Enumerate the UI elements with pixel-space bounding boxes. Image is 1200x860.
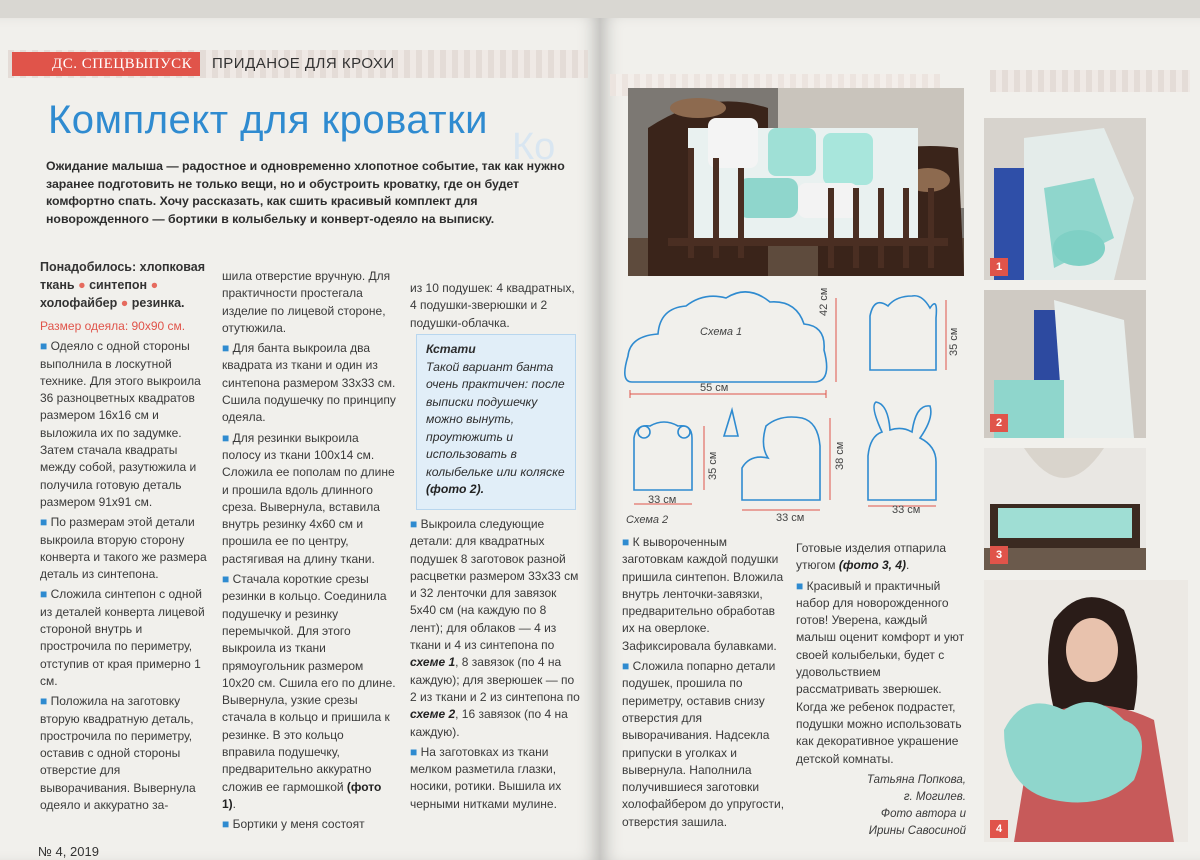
kstati-text: Такой вариант банта очень практичен: после выписки подушечку можно вынуть, проутюжить и использовать в колыбельке или коляске <box>426 359 565 479</box>
square-bullet-icon: ■ <box>410 744 421 759</box>
paragraph: ■ Стачала короткие срезы резинки в кольцо. Соединила подушечку и резинку перемычкой. Для этого выкроила из ткани прямоугольник размером 10х20 см. Сшила его по длине. Вывернула, узкие срезы стачала в кольцо и пришила к резинке. В это кольцо вправила подушечку, предварительно аккуратно сложив ее гармошкой (фото 1). <box>222 572 396 811</box>
scheme-1-width: 55 см <box>700 382 729 394</box>
square-bullet-icon: ■ <box>222 817 233 832</box>
paragraph: Готовые изделия отпарила утюгом (фото 3, 4). <box>796 541 947 573</box>
paragraph: ■ Положила на заготовку вторую квадратную деталь, прострочила по периметру, оставив с одной стороны отверстие для выворачивания. Вывернула одеяло и аккуратно за- <box>40 694 196 813</box>
square-bullet-icon: ■ <box>622 659 633 674</box>
text-column-3-top <box>410 280 580 335</box>
text-column-3 <box>410 516 580 816</box>
subsection-label: ПРИДАНОЕ ДЛЯ КРОХИ <box>212 55 395 72</box>
section-label: ДС. СПЕЦВЫПУСК <box>12 52 200 76</box>
paragraph: ■ Сложила синтепон с одной из деталей конверта лицевой стороной внутрь и прострочила по периметру, отступив от края примерно 1 см. <box>40 587 205 688</box>
bear-width: 33 см <box>648 494 677 506</box>
bullet-dot-icon: ● <box>150 278 159 292</box>
unicorn-pattern <box>742 417 820 500</box>
photo-4-author <box>984 580 1188 842</box>
photo-2-envelope <box>984 290 1146 438</box>
photo-1-envelope <box>984 118 1146 280</box>
article-title: Комплект для кроватки <box>48 98 488 142</box>
article-intro: Ожидание малыша — радостное и одновременно хлопотное событие, так как нужно заранее подготовить не только вещи, но и обустроить кроватку, где он будет комфортно спать. Хочу рассказать, как сшить красивый комплект для новорожденного — бортики в колыбельку и конверт-одеяло на выписку. <box>46 159 565 226</box>
square-bullet-icon: ■ <box>622 535 633 549</box>
bear-height: 35 см <box>707 451 719 480</box>
paragraph: ■ К вывороченным заготовкам каждой подушки пришила синтепон. Вложила внутрь ленточки-завязки, предварительно обработав их на оверлоке. Зафиксировала булавками. <box>622 535 784 653</box>
bullet-dot-icon: ● <box>120 296 129 310</box>
square-bullet-icon: ■ <box>222 430 233 445</box>
scheme-2-label: Схема 2 <box>626 514 669 526</box>
crib-illustration <box>628 88 964 276</box>
kstati-photo-ref: (фото 2). <box>426 482 485 496</box>
paragraph: ■ Для резинки выкроила полосу из ткани 100х14 см. Сложила ее пополам по длине и прошила вдоль длинного среза. Вывернула, вставила внутрь резинку 4х60 см и прошила ее по центру, растягивая на длину ткани. <box>222 430 395 566</box>
paragraph: шила отверстие вручную. Для практичности простегала изделие по лицевой стороне, отутюжила. <box>222 269 391 335</box>
paragraph: ■ Одеяло с одной стороны выполнила в лоскутной технике. Для этого выкроила 36 разноцветных квадратов размером 16х16 см и выложила их по задумке. Затем стачала квадраты между собой, разутюжила и получила готовую деталь размером 91х91 см. <box>40 339 201 509</box>
scheme-1-height: 42 см <box>818 287 830 316</box>
header-band-right-2 <box>990 70 1190 92</box>
square-bullet-icon: ■ <box>40 515 51 530</box>
issue-number: № 4, 2019 <box>38 844 99 859</box>
cat-height: 35 см <box>948 327 960 356</box>
paragraph: из 10 подушек: 4 квадратных, 4 подушки-зверюшки и 2 подушки-облачка. <box>410 281 575 330</box>
crib-small-illustration <box>984 448 1146 570</box>
square-bullet-icon: ■ <box>222 572 233 587</box>
photo-3-crib <box>984 448 1146 570</box>
credits: Татьяна Попкова, г. Могилев. Фото автора и Ирины Савосиной <box>866 773 966 837</box>
ghost-title: Ко <box>512 126 556 168</box>
scheme-1-label: Схема 1 <box>700 326 743 338</box>
cat-pattern <box>870 296 936 370</box>
author-illustration <box>984 580 1188 842</box>
paragraph: ■ Бортики у меня состоят <box>222 817 365 832</box>
photo-badge-4: 4 <box>990 820 1008 838</box>
square-bullet-icon: ■ <box>40 694 51 709</box>
envelope-bow-illustration <box>984 290 1146 438</box>
blanket-size: Размер одеяла: 90х90 см. <box>40 319 186 333</box>
bunny-pattern <box>868 402 936 500</box>
square-bullet-icon: ■ <box>410 517 421 531</box>
photo-badge-3: 3 <box>990 546 1008 564</box>
left-page <box>0 18 600 860</box>
square-bullet-icon: ■ <box>222 341 233 356</box>
text-column-2 <box>222 268 398 837</box>
horn-pattern <box>724 410 738 436</box>
crib-photo <box>628 88 964 276</box>
photo-badge-1: 1 <box>990 258 1008 276</box>
text-column-5 <box>796 540 966 840</box>
square-bullet-icon: ■ <box>40 587 51 602</box>
materials-list: Понадобилось: хлопковая ткань ● синтепон ● холофайбер ● резинка. <box>40 260 206 310</box>
photo-badge-2: 2 <box>990 414 1008 432</box>
paragraph: ■ Выкроила следующие детали: для квадратных подушек 8 заготовок разной расцветки размером 33х33 см и 32 ленточки для завязок 5х40 см (на каждую по 8 лент); для облаков — 4 из ткани и 4 из синтепона по схеме 1, 8 завязок (по 4 на каждую); для зверюшек — по 2 из ткани и 2 из синтепона по схеме 2, 16 завязок (по 4 на каждую). <box>410 517 580 739</box>
text-column-1 <box>40 258 212 817</box>
kstati-box <box>416 334 576 510</box>
paragraph: ■ По размерам этой детали выкроила вторую сторону конверта и такого же размера деталь из синтепона. <box>40 515 207 582</box>
paragraph: ■ Для банта выкроила два квадрата из ткани и один из синтепона размером 33х33 см. Сшила подушечку по принципу одеяла. <box>222 341 396 425</box>
unicorn-width: 33 см <box>776 512 805 524</box>
bunny-width: 33 см <box>892 504 921 516</box>
paragraph: ■ Сложила попарно детали подушек, прошила по периметру, оставив снизу отверстия для выворачивания. Надсекла припуски в уголках и вывернула. Наполнила получившиеся заготовки холофайбером до упругости, отверстия зашила. <box>622 659 785 829</box>
bear-pattern <box>634 422 692 490</box>
bullet-dot-icon: ● <box>78 278 86 292</box>
kstati-title: Кстати <box>426 342 476 356</box>
text-column-4 <box>622 534 788 834</box>
envelope-illustration <box>984 118 1146 280</box>
paragraph: ■ Красивый и практичный набор для новорожденного готов! Уверена, каждый малыш оценит комфорт и уют своей колыбельки, будет с удовольствием рассматривать зверюшек. Когда же ребенок подрастет, подушки можно использовать как декоративное украшение детской комнаты. <box>796 578 965 766</box>
unicorn-height: 38 см <box>834 441 846 470</box>
square-bullet-icon: ■ <box>796 578 807 593</box>
paragraph: ■ На заготовках из ткани мелком разметила глазки, носики, ротики. Вышила их черными нитками мулине. <box>410 744 562 811</box>
square-bullet-icon: ■ <box>40 339 51 354</box>
